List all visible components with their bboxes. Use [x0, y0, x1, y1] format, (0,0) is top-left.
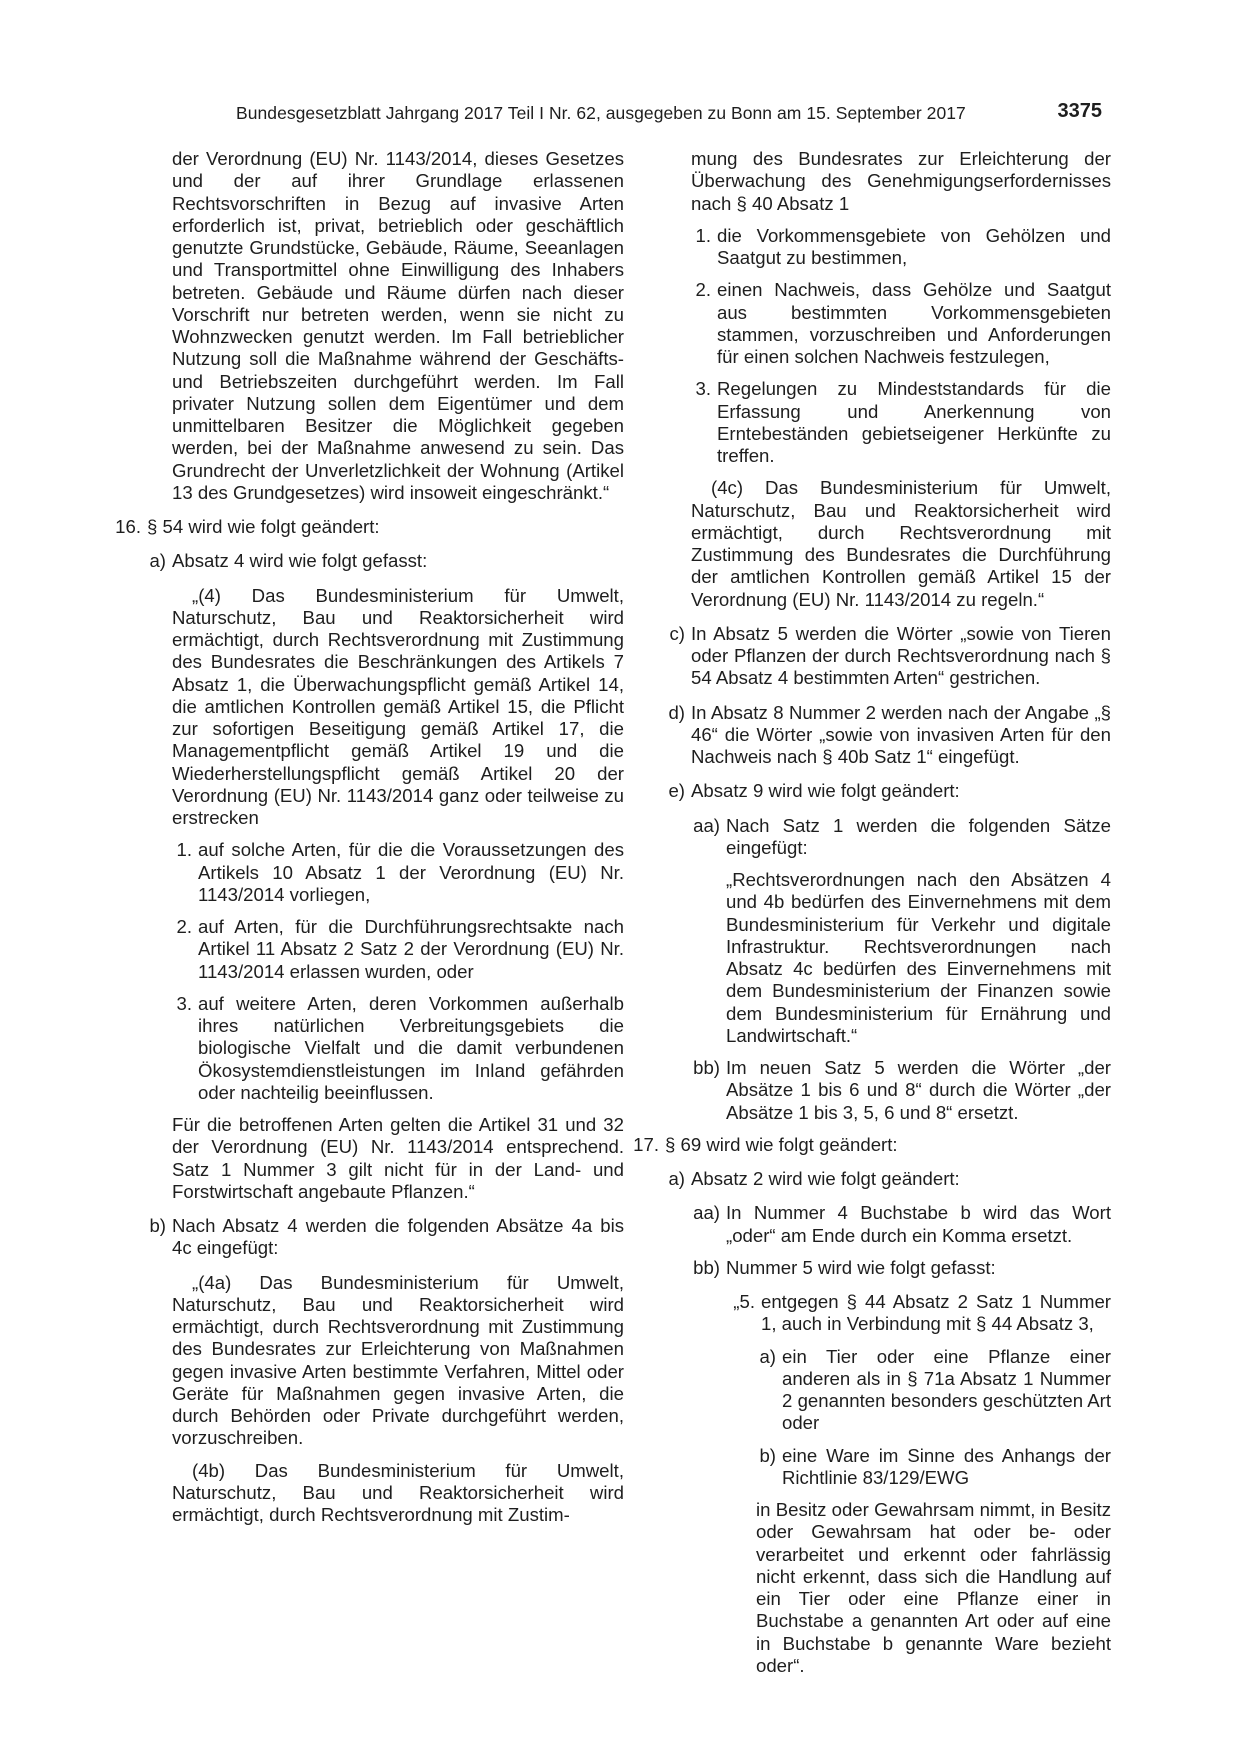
quote-paragraph-4c: (4c) Das Bundesministerium für Umwelt, Naturschutz, Bau und Reaktorsicherheit wird ermächtigt, durch Rechtsverordnung mit Zustimmung des Bundesrates die Durchführung der amtlichen Kontrollen gemäß Artikel 15 der Verordnung (EU) Nr. 1143/2014 zu regeln.“	[691, 477, 1111, 610]
item-text: eine Ware im Sinne des Anhangs der Richtlinie 83/129/EWG	[782, 1444, 1111, 1488]
item-16d	[668, 701, 1111, 769]
quote-paragraph-4: „(4) Das Bundesministerium für Umwelt, Naturschutz, Bau und Reaktorsicherheit wird ermächtigt, durch Rechtsverordnung mit Zustimmung des Bundesrates die Beschränkungen des Artikels 7 Absatz 1, die Überwachungspflicht gemäß Artikel 14, die amtlichen Kontrollen gemäß Artikel 15, die Pflicht zur sofortigen Beseitigung gemäß Artikel 17, die Managementpflicht gemäß Artikel 19 und die Wiederherstellungspflicht gemäß Artikel 20 der Verordnung (EU) Nr. 1143/2014 ganz oder teilweise zu erstrecken	[172, 584, 624, 828]
item-text: Nach Satz 1 werden die folgenden Sätze eingefügt:	[726, 814, 1111, 858]
closing-paragraph: in Besitz oder Gewahrsam nimmt, in Besitz oder Gewahrsam hat oder be- oder verarbeitet und erkennt oder fahrlässig nicht erkennt, dass sich die Handlung auf ein Tier oder eine Pflanze einer in Buchstabe a genannten Art oder auf eine in Buchstabe b genannte Ware bezieht oder“.	[756, 1499, 1111, 1676]
item-text: einen Nachweis, dass Gehölze und Saatgut aus bestimmten Vorkommensgebieten stammen, vorzuschreiben und Anforderungen für einen solchen Nachweis festzulegen,	[717, 279, 1111, 367]
item-17a-bb	[693, 1256, 1111, 1279]
list-item	[759, 1345, 1111, 1435]
item-label: 3.	[176, 992, 192, 1014]
item-text: die Vorkommensgebiete von Gehölzen und Saatgut zu bestimmen,	[717, 224, 1111, 268]
item-label: 2.	[176, 916, 192, 937]
item-text: ein Tier oder eine Pflanze einer anderen als in § 71a Absatz 1 Nummer 2 genannten besonders geschützten Art oder	[782, 1345, 1111, 1434]
item-text: Im neuen Satz 5 werden die Wörter „der Absätze 1 bis 6 und 8“ durch die Wörter „der Absätze 1 bis 3, 5, 6 und 8“ ersetzt.	[726, 1057, 1111, 1123]
item-16e-aa	[693, 814, 1111, 860]
item-text: auf solche Arten, für die die Voraussetzungen des Artikels 10 Absatz 1 der Verordnung (EU) Nr. 1143/2014 vorliegen,	[198, 839, 624, 905]
item-text: entgegen § 44 Absatz 2 Satz 1 Nummer 1, auch in Verbindung mit § 44 Absatz 3,	[761, 1291, 1111, 1335]
list-item	[695, 224, 1111, 270]
item-17a	[668, 1168, 1111, 1190]
list-item	[759, 1444, 1111, 1490]
page-number: 3375	[1057, 100, 1102, 122]
item-16e	[668, 780, 1111, 802]
quote-paragraph-aa: „Rechtsverordnungen nach den Absätzen 4 und 4b bedürfen des Einvernehmens mit dem Bundesministerium für Verkehr und digitale Infrastruktur. Rechtsverordnungen nach Absatz 4c bedürfen des Einvernehmens mit dem Bundesministerium der Finanzen sowie dem Bundesministerium für Ernährung und Landwirtschaft.“	[726, 869, 1111, 1046]
continuation-paragraph: mung des Bundesrates zur Erleichterung der Überwachung des Genehmigungserfordernisses nach § 40 Absatz 1	[691, 148, 1111, 214]
item-label: 3.	[695, 378, 711, 400]
item-label: 16.	[115, 516, 141, 537]
closing-paragraph: Für die betroffenen Arten gelten die Artikel 31 und 32 der Verordnung (EU) Nr. 1143/2014 entsprechend. Satz 1 Nummer 3 gilt nicht für in der Land- und Forstwirtschaft angebaute Pflanzen.“	[172, 1114, 624, 1202]
item-text: In Nummer 4 Buchstabe b wird das Wort „oder“ am Ende durch ein Komma ersetzt.	[726, 1202, 1111, 1246]
item-label: aa)	[693, 1202, 720, 1224]
item-text: Nummer 5 wird wie folgt gefasst:	[726, 1256, 996, 1278]
item-label: b)	[759, 1444, 776, 1466]
item-text: auf Arten, für die Durchführungsrechtsakte nach Artikel 11 Absatz 2 Satz 2 der Verordnung (EU) Nr. 1143/2014 erlassen wurden, oder	[198, 916, 624, 982]
header-line: Bundesgesetzblatt Jahrgang 2017 Teil I Nr. 62, ausgegeben zu Bonn am 15. September 2017	[236, 103, 966, 123]
item-label: c)	[669, 622, 685, 644]
item-label: „5.	[733, 1291, 755, 1312]
item-16b	[149, 1215, 624, 1260]
item-text: In Absatz 8 Nummer 2 werden nach der Angabe „§ 46“ die Wörter „sowie von invasiven Arten für den Nachweis nach § 40b Satz 1“ eingefügt.	[691, 701, 1111, 767]
list-item	[176, 992, 624, 1104]
item-text: Absatz 2 wird wie folgt geändert:	[691, 1168, 960, 1189]
item-16e-bb	[693, 1057, 1111, 1124]
item-17a-aa	[693, 1202, 1111, 1247]
item-label: a)	[759, 1345, 776, 1367]
item-text: auf weitere Arten, deren Vorkommen außerhalb ihres natürlichen Verbreitungsgebiets die biologische Vielfalt und die damit verbundenen Ökosystemdienstleistungen im Inland gefährden oder nachteilig beeinflussen.	[198, 992, 624, 1103]
item-text: Absatz 4 wird wie folgt gefasst:	[172, 550, 428, 572]
item-16a	[149, 550, 624, 572]
list-item	[695, 279, 1111, 368]
item-label: a)	[149, 550, 166, 572]
item-text: § 69 wird wie folgt geändert:	[665, 1133, 898, 1155]
item-label: bb)	[693, 1256, 720, 1278]
item-label: e)	[668, 780, 685, 802]
item-text: Nach Absatz 4 werden die folgenden Absätze 4a bis 4c eingefügt:	[172, 1215, 624, 1259]
item-label: 2.	[695, 279, 711, 301]
item-label: 1.	[695, 224, 711, 246]
quote-paragraph-4a: „(4a) Das Bundesministerium für Umwelt, Naturschutz, Bau und Reaktorsicherheit wird ermächtigt, durch Rechtsverordnung mit Zustimmung des Bundesrates zur Erleichterung von Maßnahmen gegen invasive Arten bestimmte Verfahren, Mittel oder Geräte für Maßnahmen gegen invasive Arten, die durch Behörden oder Private durchgeführt werden, vorzuschreiben.	[172, 1271, 624, 1449]
item-label: bb)	[693, 1057, 720, 1078]
quote-item-5	[733, 1291, 1111, 1336]
list-item	[176, 916, 624, 983]
page-header	[236, 100, 1102, 126]
item-label: d)	[668, 701, 685, 723]
item-text: In Absatz 5 werden die Wörter „sowie von Tieren oder Pflanzen der durch Rechtsverordnung nach § 54 Absatz 4 bestimmten Arten“ gestrichen.	[691, 622, 1111, 689]
list-item	[176, 839, 624, 906]
list-item	[695, 378, 1111, 467]
item-label: b)	[149, 1215, 166, 1236]
left-column	[115, 148, 624, 1526]
right-column	[633, 148, 1111, 1677]
quote-paragraph-4b: (4b) Das Bundesministerium für Umwelt, Naturschutz, Bau und Reaktorsicherheit wird ermächtigt, durch Rechtsverordnung mit Zustim-	[172, 1459, 624, 1525]
item-label: aa)	[693, 814, 720, 836]
continuation-paragraph: der Verordnung (EU) Nr. 1143/2014, dieses Gesetzes und der auf ihrer Grundlage erlassenen Rechtsvorschriften in Bezug auf invasive Arten erforderlich ist, privat, betrieblich oder geschäftlich genutzte Grundstücke, Gebäude, Räume, Seeanlagen und Transportmittel ohne Einwilligung des Inhabers betreten. Gebäude und Räume dürfen nach dieser Vorschrift nur betreten werden, wenn sie nicht zu Wohnzwecken genutzt werden. Im Fall betrieblicher Nutzung soll die Maßnahme während der Geschäfts- und Betriebszeiten durchgeführt werden. Im Fall privater Nutzung sollen dem Eigentümer und dem unmittelbaren Besitzer die Möglichkeit gegeben werden, bei der Maßnahme anwesend zu sein. Das Grundrecht der Unverletzlichkeit der Wohnung (Artikel 13 des Grundgesetzes) wird insoweit eingeschränkt.“	[172, 148, 624, 503]
item-label: 17.	[633, 1133, 659, 1155]
item-text: Absatz 9 wird wie folgt geändert:	[691, 780, 960, 802]
item-text: Regelungen zu Mindeststandards für die Erfassung und Anerkennung von Erntebeständen gebietseigener Herkünfte zu treffen.	[717, 378, 1111, 466]
item-16	[115, 516, 624, 538]
item-17	[633, 1133, 1111, 1156]
item-label: 1.	[176, 839, 192, 861]
item-16c	[669, 622, 1111, 690]
item-label: a)	[668, 1168, 685, 1189]
item-text: § 54 wird wie folgt geändert:	[147, 516, 380, 537]
